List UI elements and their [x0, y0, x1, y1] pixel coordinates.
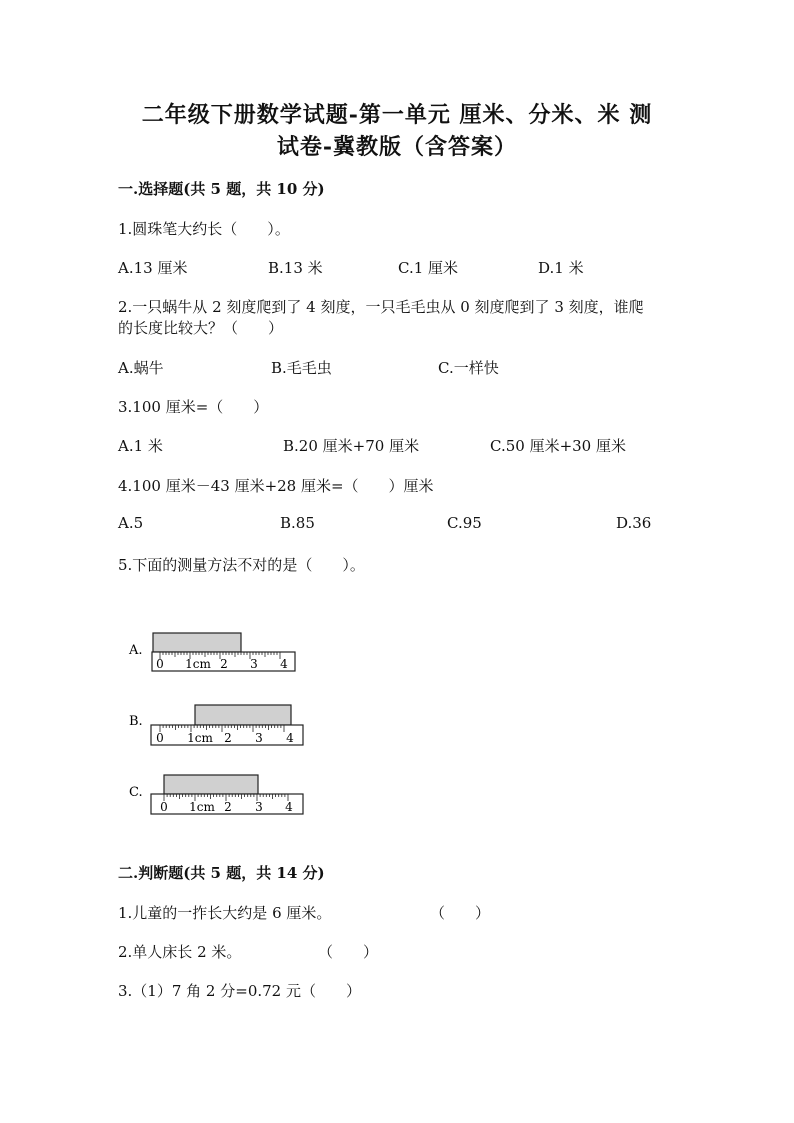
ruler-b-object — [195, 705, 291, 725]
q4-option-b: B.85 — [280, 514, 315, 532]
judge-2-paren: （ ） — [318, 943, 379, 961]
q1-option-a: A.13 厘米 — [118, 259, 188, 277]
q3-option-c: C.50 厘米+30 厘米 — [490, 437, 626, 455]
ruler-a-object — [153, 633, 241, 652]
question-2-text-line2: 的长度比较大？（ ） — [118, 319, 284, 337]
ruler-c-object — [164, 775, 258, 794]
question-5-text: 5.下面的测量方法不对的是（ ）。 — [118, 556, 365, 574]
ruler-c-group — [129, 775, 303, 814]
question-2-text-line1: 2.一只蜗牛从 2 刻度爬到了 4 刻度，一只毛毛虫从 0 刻度爬到了 3 刻度，谁爬 — [118, 298, 644, 316]
question-1-text: 1.圆珠笔大约长（ ）。 — [118, 220, 290, 238]
ruler-b-tick-2: 2 — [224, 731, 232, 745]
judge-1-paren: （ ） — [430, 904, 491, 922]
ruler-a-group — [128, 633, 295, 671]
ruler-c-tick-2: 2 — [224, 800, 232, 814]
ruler-a-tick-4: 4 — [280, 657, 288, 671]
ruler-b-group — [129, 705, 303, 745]
q4-option-a: A.5 — [118, 514, 144, 532]
ruler-c-tick-3: 3 — [255, 800, 263, 814]
ruler-a-tick-3: 3 — [250, 657, 258, 671]
section-heading-judgement: 二.判断题(共 5 题，共 14 分) — [118, 864, 325, 882]
ruler-c-tick-0: 0 — [160, 800, 168, 814]
q1-option-d: D.1 米 — [538, 259, 584, 277]
ruler-b-tick-4: 4 — [286, 731, 294, 745]
ruler-c-tick-1: 1cm — [189, 800, 215, 814]
q4-option-c: C.95 — [447, 514, 482, 532]
ruler-b-tick-3: 3 — [255, 731, 263, 745]
q1-option-c: C.1 厘米 — [398, 259, 459, 277]
q4-option-d: D.36 — [616, 514, 652, 532]
ruler-b-tick-0: 0 — [156, 731, 164, 745]
section-heading-choice: 一.选择题(共 5 题，共 10 分) — [118, 180, 325, 198]
q5-ruler-figure — [120, 625, 320, 820]
q3-option-a: A.1 米 — [118, 437, 163, 455]
q1-option-b: B.13 米 — [268, 259, 323, 277]
page-title-line1: 二年级下册数学试题-第一单元 厘米、分米、米 测 — [141, 102, 653, 128]
ruler-b-tick-1: 1cm — [187, 731, 213, 745]
question-3-text: 3.100 厘米=（ ） — [118, 398, 269, 416]
ruler-a-tick-2: 2 — [220, 657, 228, 671]
ruler-c-tick-4: 4 — [285, 800, 293, 814]
page-title-line2: 试卷-冀教版（含答案） — [276, 134, 518, 160]
question-4-text: 4.100 厘米－43 厘米+28 厘米=（ ）厘米 — [118, 477, 434, 495]
ruler-a-tick-1: 1cm — [185, 657, 211, 671]
q2-option-b: B.毛毛虫 — [271, 359, 332, 377]
q2-option-c: C.一样快 — [438, 359, 499, 377]
ruler-a-tick-0: 0 — [156, 657, 164, 671]
judge-3-text: 3.（1）7 角 2 分=0.72 元（ ） — [118, 982, 361, 1000]
q3-option-b: B.20 厘米+70 厘米 — [283, 437, 420, 455]
ruler-b-label: B. — [129, 714, 143, 729]
judge-1-text: 1.儿童的一拃长大约是 6 厘米。 — [118, 904, 332, 922]
ruler-a-label: A. — [129, 643, 143, 658]
ruler-c-label: C. — [129, 785, 143, 800]
judge-2-text: 2.单人床长 2 米。 — [118, 943, 242, 961]
q2-option-a: A.蜗牛 — [118, 359, 164, 377]
